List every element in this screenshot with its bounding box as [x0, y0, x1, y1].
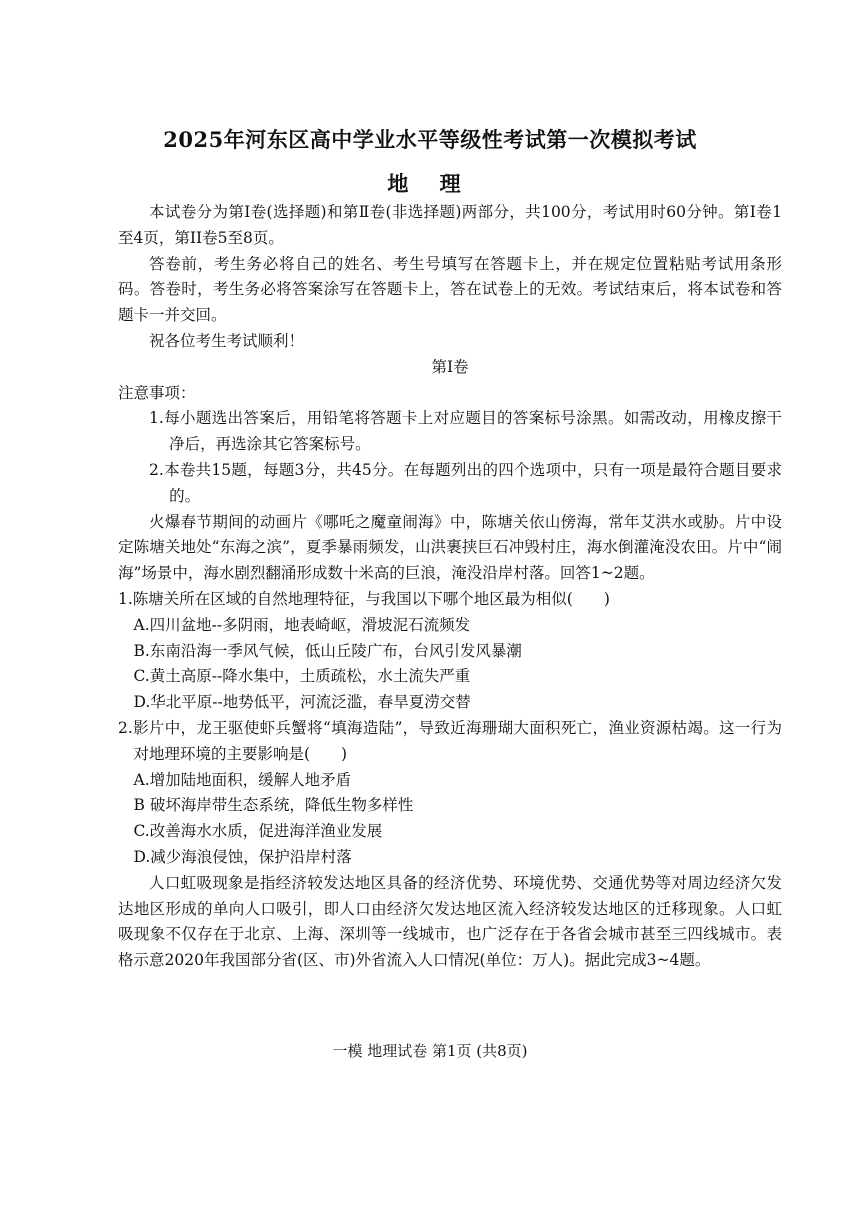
intro-paragraph-3: 祝各位考生考试顺利！ [149, 331, 305, 350]
notice-item-1: 1.每小题选出答案后，用铅笔将答题卡上对应题目的答案标号涂黑。如需改动，用橡皮擦干净后，再选涂其它答案标号。 [149, 409, 782, 454]
question-1-option-c: C.黄土高原--降水集中，土质疏松，水土流失严重 [133, 667, 471, 686]
section-title: 第Ⅰ卷 [431, 357, 469, 376]
question-1-option-d: D.华北平原--地势低平，河流泛滥，春旱夏涝交替 [133, 693, 471, 712]
exam-body [118, 200, 782, 974]
notice-item-2: 2.本卷共15题，每题3分，共45分。在每题列出的四个选项中，只有一项是最符合题目要求的。 [149, 460, 782, 505]
subject-title: 地 理 [387, 171, 473, 196]
page-footer: 一模 地理试卷 第1页 (共8页) [332, 1042, 528, 1060]
question-2-option-a: A.增加陆地面积，缓解人地矛盾 [133, 770, 352, 789]
question-1-option-b: B.东南沿海一季风气候，低山丘陵广布，台风引发风暴潮 [133, 641, 522, 660]
question-1-stem: 1.陈塘关所在区域的自然地理特征，与我国以下哪个地区最为相似( ) [118, 589, 610, 608]
notice-label: 注意事项： [118, 383, 196, 402]
material-paragraph-2: 人口虹吸现象是指经济较发达地区具备的经济优势、环境优势、交通优势等对周边经济欠发达地区形成的单向人口吸引，即人口由经济欠发达地区流入经济较发达地区的迁移现象。人口虹吸现象不仅存在于北京、上海、深圳等一线城市，也广泛存在于各省会城市甚至三四线城市。表格示意2020年我国部分省(区、市)外省流入人口情况(单位：万人)。据此完成3~4题。 [118, 873, 782, 970]
question-1-option-a: A.四川盆地--多阴雨，地表崎岖，滑坡泥石流频发 [133, 615, 471, 634]
intro-paragraph-1: 本试卷分为第Ⅰ卷(选择题)和第Ⅱ卷(非选择题)两部分，共100分，考试用时60分钟。第Ⅰ卷1至4页，第II卷5至8页。 [118, 203, 782, 247]
question-2-stem: 2.影片中，龙王驱使虾兵蟹将“填海造陆”，导致近海珊瑚大面积死亡，渔业资源枯竭。这一行为对地理环境的主要影响是( ) [118, 718, 782, 763]
question-2-option-b: B 破坏海岸带生态系统，降低生物多样性 [133, 796, 414, 815]
question-2-option-c: C.改善海水水质，促进海洋渔业发展 [133, 822, 383, 841]
exam-title: 2025年河东区高中学业水平等级性考试第一次模拟考试 [163, 127, 697, 152]
question-2-option-d: D.减少海浪侵蚀，保护沿岸村落 [133, 847, 352, 866]
material-paragraph-1: 火爆春节期间的动画片《哪吒之魔童闹海》中，陈塘关依山傍海，常年艾洪水或胁。片中设定陈塘关地处“东海之滨”，夏季暴雨频发，山洪裹挟巨石冲毁村庄，海水倒灌淹没农田。片中“闹海”场景中，海水剧烈翻涌形成数十米高的巨浪，淹没沿岸村落。回答1~2题。 [118, 512, 782, 583]
intro-paragraph-2: 答卷前，考生务必将自己的姓名、考生号填写在答题卡上，并在规定位置粘贴考试用条形码。答卷时，考生务必将答案涂写在答题卡上，答在试卷上的无效。考试结束后，将本试卷和答题卡一并交回。 [118, 254, 782, 325]
